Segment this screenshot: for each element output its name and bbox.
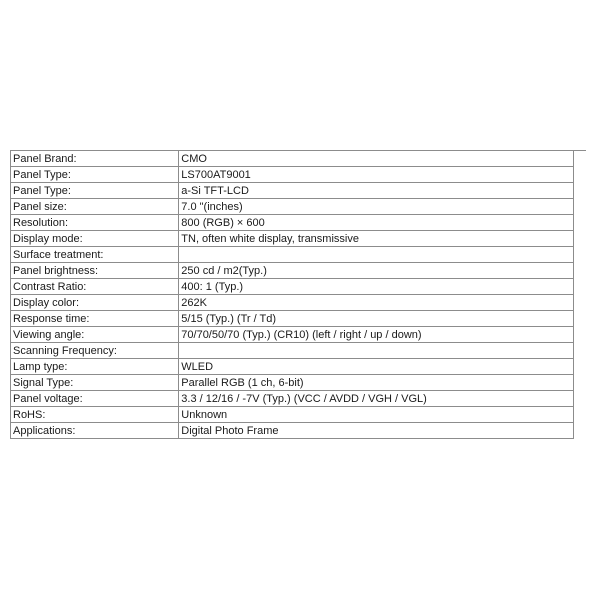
spec-value: LS700AT9001 (179, 167, 574, 183)
spec-value: a-Si TFT-LCD (179, 183, 574, 199)
spec-row (11, 247, 587, 263)
spec-row (11, 279, 587, 295)
spec-label: Panel voltage: (11, 391, 179, 407)
spec-value: 262K (179, 295, 574, 311)
spec-row (11, 151, 587, 167)
spec-value: Digital Photo Frame (179, 423, 574, 439)
spec-label: Surface treatment: (11, 247, 179, 263)
spec-value: 800 (RGB) × 600 (179, 215, 574, 231)
spec-row (11, 167, 587, 183)
spec-row (11, 359, 587, 375)
spec-row (11, 391, 587, 407)
spec-edge-cell (573, 295, 586, 311)
spec-value: WLED (179, 359, 574, 375)
spec-label: Panel Type: (11, 183, 179, 199)
spec-row (11, 295, 587, 311)
spec-row (11, 343, 587, 359)
spec-label: Panel Brand: (11, 151, 179, 167)
spec-row (11, 199, 587, 215)
spec-label: Contrast Ratio: (11, 279, 179, 295)
spec-row (11, 183, 587, 199)
spec-table-body (11, 151, 587, 439)
spec-edge-cell (573, 359, 586, 375)
spec-value (179, 247, 574, 263)
spec-edge-cell (573, 199, 586, 215)
spec-edge-cell (573, 247, 586, 263)
spec-edge-cell (573, 215, 586, 231)
spec-label: Response time: (11, 311, 179, 327)
spec-label: Display mode: (11, 231, 179, 247)
spec-value: 400: 1 (Typ.) (179, 279, 574, 295)
spec-edge-cell (573, 327, 586, 343)
spec-edge-cell (573, 423, 586, 439)
spec-label: Resolution: (11, 215, 179, 231)
spec-edge-cell (573, 231, 586, 247)
spec-row (11, 311, 587, 327)
spec-edge-cell (573, 375, 586, 391)
spec-value: 250 cd / m2(Typ.) (179, 263, 574, 279)
spec-value: Unknown (179, 407, 574, 423)
spec-edge-cell (573, 311, 586, 327)
spec-row (11, 231, 587, 247)
spec-row (11, 263, 587, 279)
spec-row (11, 215, 587, 231)
spec-edge-cell (573, 343, 586, 359)
spec-label: Viewing angle: (11, 327, 179, 343)
spec-edge-cell (573, 279, 586, 295)
spec-value: Parallel RGB (1 ch, 6-bit) (179, 375, 574, 391)
spec-label: Applications: (11, 423, 179, 439)
spec-label: RoHS: (11, 407, 179, 423)
spec-table (10, 150, 586, 439)
spec-value: 70/70/50/70 (Typ.) (CR10) (left / right / up / down) (179, 327, 574, 343)
spec-edge-cell (573, 391, 586, 407)
spec-edge-cell (573, 407, 586, 423)
spec-label: Panel size: (11, 199, 179, 215)
spec-value: 3.3 / 12/16 / -7V (Typ.) (VCC / AVDD / VGH / VGL) (179, 391, 574, 407)
spec-label: Panel brightness: (11, 263, 179, 279)
spec-value: TN, often white display, transmissive (179, 231, 574, 247)
spec-row (11, 423, 587, 439)
spec-label: Lamp type: (11, 359, 179, 375)
spec-edge-cell (573, 263, 586, 279)
spec-row (11, 407, 587, 423)
spec-value (179, 343, 574, 359)
spec-row (11, 327, 587, 343)
spec-label: Scanning Frequency: (11, 343, 179, 359)
spec-value: 5/15 (Typ.) (Tr / Td) (179, 311, 574, 327)
spec-label: Signal Type: (11, 375, 179, 391)
spec-edge-cell (573, 151, 586, 167)
spec-edge-cell (573, 183, 586, 199)
spec-row (11, 375, 587, 391)
spec-edge-cell (573, 167, 586, 183)
spec-value: 7.0 "(inches) (179, 199, 574, 215)
spec-value: CMO (179, 151, 574, 167)
spec-label: Panel Type: (11, 167, 179, 183)
spec-label: Display color: (11, 295, 179, 311)
